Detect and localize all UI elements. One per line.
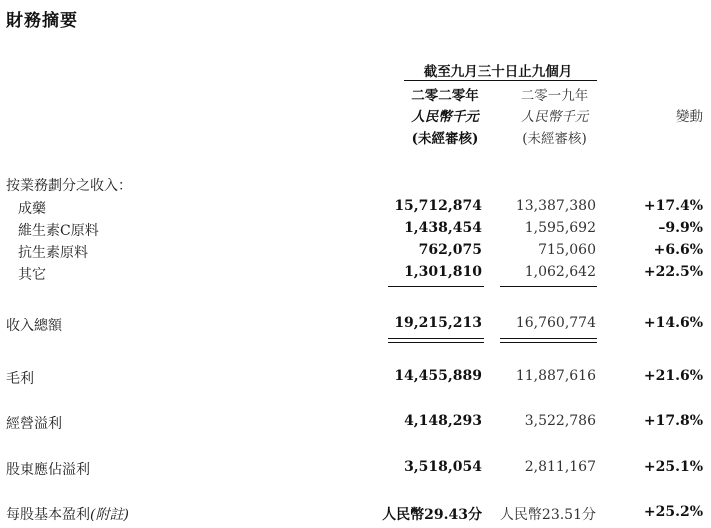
total-double-rule-current-1 xyxy=(388,338,484,339)
row-change-value: –9.9% xyxy=(658,220,703,236)
operating-profit-prior: 3,522,786 xyxy=(524,413,596,429)
row-change-value: +6.6% xyxy=(653,242,703,258)
total-revenue-prior: 16,760,774 xyxy=(515,315,596,331)
operating-profit-change: +17.8% xyxy=(643,413,703,429)
gross-profit-prior: 11,887,616 xyxy=(515,368,596,384)
row-label: 維生素C原料 xyxy=(18,223,99,239)
row-prior-value: 13,387,380 xyxy=(515,198,596,214)
total-double-rule-prior-1 xyxy=(500,338,597,339)
gross-profit-current: 14,455,889 xyxy=(394,368,482,384)
total-double-rule-current-2 xyxy=(388,342,484,343)
subtotal-rule-prior xyxy=(500,286,597,287)
year-prior-header: 二零一九年 xyxy=(520,88,589,104)
shareholder-profit-current: 3,518,054 xyxy=(404,459,482,475)
operating-profit-label: 經營溢利 xyxy=(6,416,62,432)
row-current-value: 1,301,810 xyxy=(404,264,482,280)
eps-note: (附註) xyxy=(90,507,129,523)
row-current-value: 15,712,874 xyxy=(394,198,482,214)
eps-label-text: 每股基本盈利 xyxy=(6,507,90,523)
eps-current: 人民幣29.43分 xyxy=(382,507,482,523)
eps-change: +25.2% xyxy=(643,504,703,520)
shareholder-profit-prior: 2,811,167 xyxy=(524,459,596,475)
operating-profit-current: 4,148,293 xyxy=(404,413,482,429)
gross-profit-label: 毛利 xyxy=(6,371,34,387)
shareholder-profit-change: +25.1% xyxy=(643,459,703,475)
row-current-value: 1,438,454 xyxy=(404,220,482,236)
revenue-section-label: 按業務劃分之收入： xyxy=(6,178,132,194)
eps-prior: 人民幣23.51分 xyxy=(499,507,596,523)
unit-prior-header: 人民幣千元 xyxy=(520,109,589,125)
period-header: 截至九月三十日止九個月 xyxy=(423,64,573,80)
row-prior-value: 1,595,692 xyxy=(524,220,596,236)
row-prior-value: 1,062,642 xyxy=(524,264,596,280)
eps-label xyxy=(6,504,129,524)
period-underline xyxy=(404,80,597,81)
total-revenue-current: 19,215,213 xyxy=(394,315,482,331)
row-label: 成藥 xyxy=(18,201,46,217)
audit-prior-header: (未經審核) xyxy=(522,131,587,147)
row-label: 抗生素原料 xyxy=(18,245,88,261)
gross-profit-change: +21.6% xyxy=(643,368,703,384)
total-double-rule-prior-2 xyxy=(500,342,597,343)
change-header: 變動 xyxy=(676,109,703,125)
year-current-header: 二零二零年 xyxy=(411,88,479,104)
row-label: 其它 xyxy=(18,267,46,283)
row-change-value: +22.5% xyxy=(643,264,703,280)
row-prior-value: 715,060 xyxy=(538,242,596,258)
row-change-value: +17.4% xyxy=(643,198,703,214)
total-revenue-change: +14.6% xyxy=(643,315,703,331)
subtotal-rule-current xyxy=(388,286,484,287)
page-title: 財務摘要 xyxy=(6,11,78,31)
row-current-value: 762,075 xyxy=(418,242,482,258)
shareholder-profit-label: 股東應佔溢利 xyxy=(6,462,90,478)
unit-current-header: 人民幣千元 xyxy=(411,109,479,125)
audit-current-header: (未經審核) xyxy=(411,131,479,147)
total-revenue-label: 收入總額 xyxy=(6,318,62,334)
